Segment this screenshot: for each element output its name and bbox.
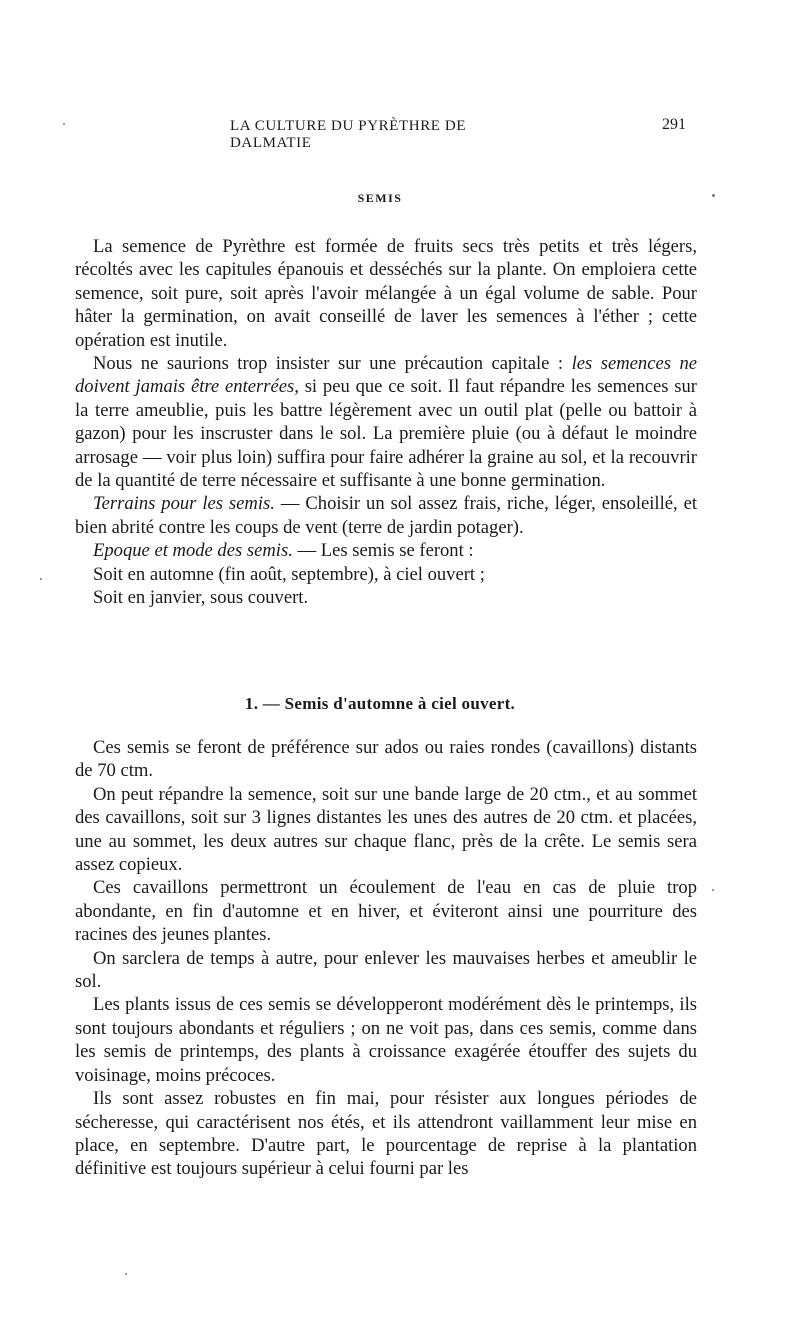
paragraph-text: — Les semis se feront : — [297, 540, 474, 562]
subsection-heading: 1. — Semis d'automne à ciel ouvert. — [244, 694, 516, 713]
paragraph: Ils sont assez robustes en fin mai, pour résister aux longues périodes de sécheresse, qui caractérisent nos étés, et ils attendront vaillamment leur mise en place, en septembre. D'autre part, le pourcentage de reprise à la plantation définitive est toujours supérieur à celui fourni par les — [75, 1088, 697, 1180]
paragraph-text: Nous ne saurions trop insister sur une précaution capitale : — [93, 353, 564, 375]
paragraph-text: si peu que ce soit. Il faut répandre les semences sur la terre ameublie, puis les battre légèrement avec un outil plat (pelle ou battoir à gazon) pour les inscruster dans le sol. La première pluie (ou à défaut le moindre arrosage — voir plus loin) suffira pour faire adhérer la graine au sol, et la recouvrir de la quantité de terre nécessaire et suffisante à une bonne germination. — [75, 376, 697, 492]
paragraph — [75, 492, 697, 539]
paragraph — [75, 352, 697, 492]
running-title: LA CULTURE DU PYRÈTHRE DE DALMATIE — [230, 118, 467, 151]
emphasis-text: les semences ne doivent jamais être enterrées, — [75, 353, 697, 398]
scan-speck — [712, 194, 715, 197]
paragraph: Les plants issus de ces semis se développeront modérément dès le printemps, ils sont toujours abondants et réguliers ; on ne voit pas, dans ces semis, comme dans les semis de printemps, des plants à croissance exagérée étouffer des sujets du voisinage, moins précoces. — [75, 994, 697, 1086]
paragraph: On peut répandre la semence, soit sur une bande large de 20 ctm., et au sommet des cavaillons, soit sur 3 lignes distantes les unes des autres de 20 ctm. et placées, une au sommet, les deux autres sur chaque flanc, près de la crête. Le semis sera assez copieux. — [75, 783, 697, 876]
scan-speck — [40, 578, 42, 580]
scan-speck — [125, 1273, 127, 1275]
paragraph: Soit en automne (fin août, septembre), à ciel ouvert ; — [93, 563, 485, 585]
body-text-block-2 — [75, 736, 697, 1181]
page-number: 291 — [662, 116, 686, 133]
emphasis-text: Terrains pour les semis. — [93, 493, 275, 515]
paragraph-text: — Choisir un sol assez frais, riche, léger, ensoleillé, et bien abrité contre les coups de vent (terre de jardin potager). — [75, 493, 697, 538]
paragraph — [75, 539, 697, 562]
section-title: SEMIS — [357, 191, 403, 205]
paragraph: La semence de Pyrèthre est formée de fruits secs très petits et très légers, récoltés avec les capitules épanouis et desséchés sur la plante. On emploiera cette semence, soit pure, soit après l'avoir mélangée à un égal volume de sable. Pour hâter la germination, on avait conseillé de laver les semences à l'éther ; cette opération est inutile. — [75, 236, 697, 351]
paragraph: Soit en janvier, sous couvert. — [93, 587, 309, 609]
emphasis-text: Epoque et mode des semis. — [93, 540, 293, 562]
paragraph: Ces semis se feront de préférence sur ados ou raies rondes (cavaillons) distants de 70 ctm. — [75, 737, 697, 782]
scan-speck — [712, 889, 714, 891]
paragraph: Ces cavaillons permettront un écoulement de l'eau en cas de pluie trop abondante, en fin d'automne et en hiver, et éviteront ainsi une pourriture des racines des jeunes plantes. — [75, 877, 697, 946]
paragraph: On sarclera de temps à autre, pour enlever les mauvaises herbes et ameublir le sol. — [75, 947, 697, 993]
scan-speck — [63, 123, 65, 125]
body-text-block-1 — [75, 235, 697, 610]
